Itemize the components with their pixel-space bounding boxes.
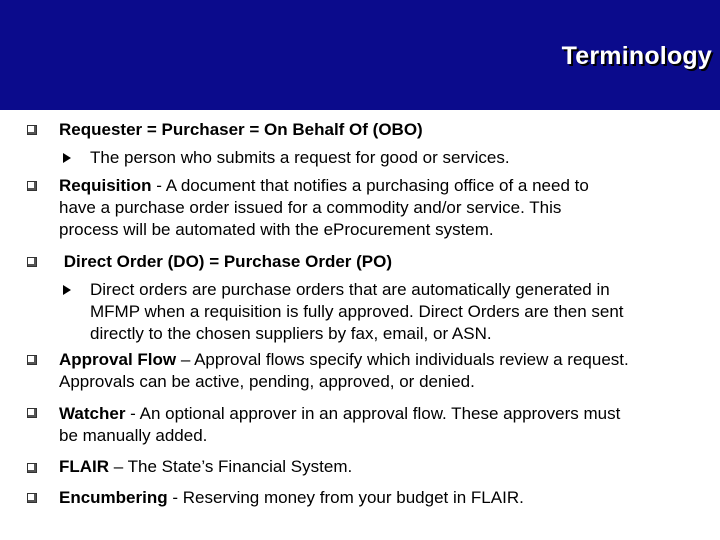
term-requester: Requester = Purchaser = On Behalf Of (OBO) (59, 120, 423, 139)
square-bullet-icon (27, 125, 37, 135)
sub-direct-order-2: MFMP when a requisition is fully approved. Direct Orders are then sent (90, 302, 624, 321)
arrow-bullet-icon (63, 285, 71, 295)
item-approval-flow (59, 349, 714, 393)
square-bullet-icon (27, 408, 37, 418)
item-encumbering (59, 487, 524, 509)
square-bullet-icon (27, 355, 37, 365)
term-requisition: Requisition (59, 176, 152, 195)
item-flair (59, 456, 352, 478)
term-watcher: Watcher (59, 404, 126, 423)
square-bullet-icon (27, 493, 37, 503)
desc-flair: – The State’s Financial System. (109, 457, 353, 476)
desc-watcher: - An optional approver in an approval flow. These approvers must (125, 404, 621, 423)
desc-approval-flow: – Approval flows specify which individuals review a request. (176, 350, 629, 369)
slide-title: Terminology (561, 42, 712, 70)
arrow-bullet-icon (63, 153, 71, 163)
term-direct-order: Direct Order (DO) = Purchase Order (PO) (59, 252, 393, 271)
term-flair: FLAIR (59, 457, 110, 476)
desc-approval-flow-2: Approvals can be active, pending, approved, or denied. (59, 372, 475, 391)
sub-direct-order-3: directly to the chosen suppliers by fax, email, or ASN. (90, 324, 492, 343)
desc-requisition: - A document that notifies a purchasing office of a need to (151, 176, 589, 195)
term-approval-flow: Approval Flow (59, 350, 177, 369)
square-bullet-icon (27, 463, 37, 473)
sub-direct-order (90, 279, 710, 345)
header-band (0, 0, 720, 110)
desc-requisition-3: process will be automated with the eProcurement system. (59, 220, 494, 239)
term-encumbering: Encumbering (59, 488, 168, 507)
item-requisition (59, 175, 709, 241)
desc-encumbering: - Reserving money from your budget in FLAIR. (167, 488, 524, 507)
sub-direct-order-1: Direct orders are purchase orders that are automatically generated in (90, 280, 610, 299)
square-bullet-icon (27, 181, 37, 191)
desc-watcher-2: be manually added. (59, 426, 208, 445)
desc-requisition-2: have a purchase order issued for a commodity and/or service. This (59, 198, 562, 217)
sub-requester: The person who submits a request for good or services. (90, 148, 510, 167)
item-watcher (59, 403, 714, 447)
square-bullet-icon (27, 257, 37, 267)
